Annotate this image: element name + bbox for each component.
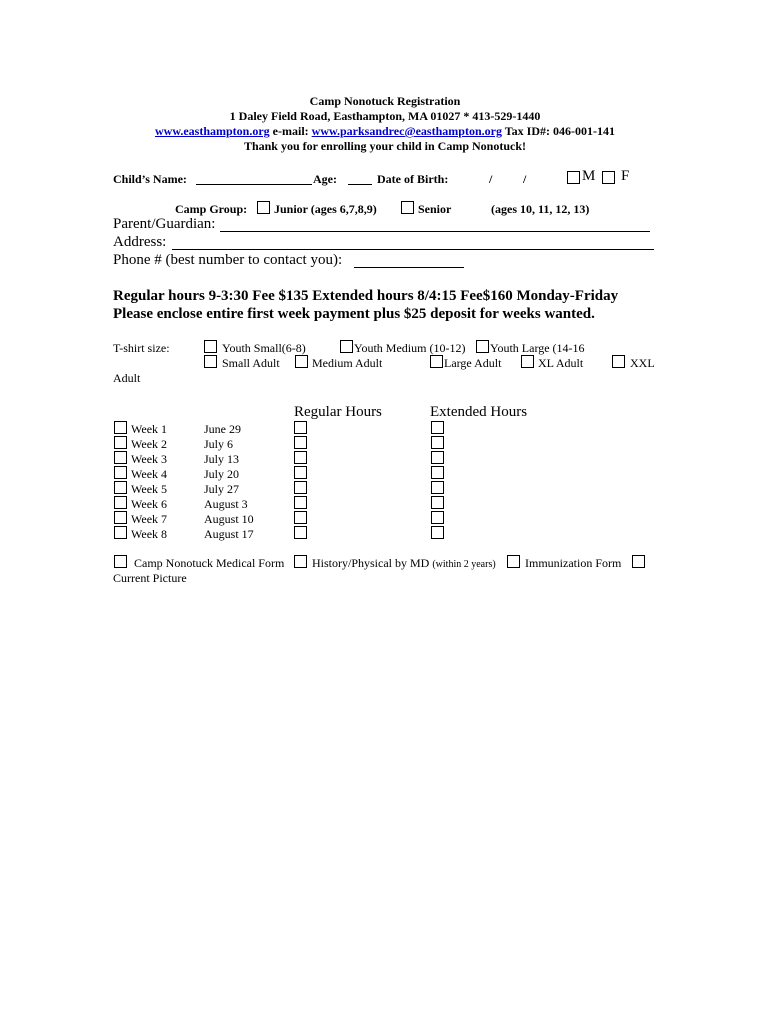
week-checkbox[interactable] [114,481,127,494]
extended-hours-checkbox[interactable] [431,496,444,509]
week-checkbox[interactable] [114,526,127,539]
medium-adult-checkbox[interactable] [295,355,308,368]
age-field[interactable] [348,184,372,185]
dob-slash-2: / [523,172,527,186]
senior-label: Senior [418,202,452,216]
week-checkbox[interactable] [114,511,127,524]
xl-adult-checkbox[interactable] [521,355,534,368]
tshirt-label: T-shirt size: [113,341,170,355]
regular-hours-checkbox[interactable] [294,421,307,434]
female-label: F [621,168,630,184]
parent-guardian-field[interactable] [220,231,650,232]
fees-line-2: Please enclose entire first week payment plus $25 deposit for weeks wanted. [113,306,595,322]
medium-adult-label: Medium Adult [312,356,383,370]
form-title: Camp Nonotuck Registration [309,94,461,108]
regular-hours-checkbox[interactable] [294,496,307,509]
child-name-field[interactable] [196,184,312,185]
regular-hours-checkbox[interactable] [294,466,307,479]
week-date: July 13 [204,452,240,466]
xxl-label: XXL [630,356,655,370]
address-label: Address: [113,234,167,250]
senior-checkbox[interactable] [401,201,414,214]
fees-line-1: Regular hours 9-3:30 Fee $135 Extended hours 8/4:15 Fee$160 Monday-Friday [113,288,619,304]
week-label: Week 8 [131,527,168,541]
youth-large-label: Youth Large (14-16 [490,341,585,355]
extended-hours-checkbox[interactable] [431,451,444,464]
week-label: Week 2 [131,437,168,451]
medical-form-checkbox[interactable] [114,555,127,568]
history-physical-label [312,556,496,571]
regular-hours-header: Regular Hours [294,404,382,420]
immunization-form-checkbox[interactable] [507,555,520,568]
phone-label: Phone # (best number to contact you): [113,252,343,268]
child-name-label: Child’s Name: [113,172,187,186]
week-date: June 29 [204,422,241,436]
camp-address: 1 Daley Field Road, Easthampton, MA 01027 * 413-529-1440 [229,109,541,123]
regular-hours-checkbox[interactable] [294,451,307,464]
extended-hours-checkbox[interactable] [431,421,444,434]
youth-large-checkbox[interactable] [476,340,489,353]
male-label: M [582,168,596,184]
extended-hours-checkbox[interactable] [431,526,444,539]
regular-hours-checkbox[interactable] [294,481,307,494]
week-label: Week 6 [131,497,168,511]
week-date: August 10 [204,512,254,526]
regular-hours-checkbox[interactable] [294,526,307,539]
camp-group-label: Camp Group: [175,202,248,216]
junior-label: Junior (ages 6,7,8,9) [274,202,377,216]
week-date: July 6 [204,437,234,451]
female-checkbox[interactable] [602,171,615,184]
small-adult-label: Small Adult [222,356,280,370]
week-label: Week 7 [131,512,168,526]
week-date: July 20 [204,467,240,481]
week-label: Week 1 [131,422,168,436]
week-checkbox[interactable] [114,421,127,434]
week-date: July 27 [204,482,240,496]
youth-small-checkbox[interactable] [204,340,217,353]
week-checkbox[interactable] [114,436,127,449]
xl-adult-label: XL Adult [538,356,584,370]
junior-checkbox[interactable] [257,201,270,214]
regular-hours-checkbox[interactable] [294,436,307,449]
address-field[interactable] [172,249,654,250]
week-date: August 17 [204,527,254,541]
large-adult-label: Large Adult [444,356,502,370]
history-physical-checkbox[interactable] [294,555,307,568]
website-link[interactable]: www.easthampton.org [155,124,270,138]
week-label: Week 5 [131,482,168,496]
contact-line [0,124,770,139]
email-label: e-mail: [272,124,309,138]
week-checkbox[interactable] [114,451,127,464]
extended-hours-header: Extended Hours [430,404,528,420]
current-picture-checkbox[interactable] [632,555,645,568]
immunization-form-label: Immunization Form [525,556,622,570]
small-adult-checkbox[interactable] [204,355,217,368]
extended-hours-checkbox[interactable] [431,511,444,524]
week-label: Week 4 [131,467,168,481]
youth-medium-label: Youth Medium (10-12) [354,341,466,355]
youth-medium-checkbox[interactable] [340,340,353,353]
adult-wrap-label: Adult [113,371,141,385]
medical-form-label: Camp Nonotuck Medical Form [134,556,285,570]
current-picture-label: Current Picture [113,571,187,585]
male-checkbox[interactable] [567,171,580,184]
phone-field[interactable] [354,267,464,268]
tax-id: Tax ID#: 046-001-141 [504,124,615,138]
extended-hours-checkbox[interactable] [431,436,444,449]
age-label: Age: [313,172,337,186]
xxl-checkbox[interactable] [612,355,625,368]
dob-label: Date of Birth: [377,172,449,186]
email-link[interactable]: www.parksandrec@easthampton.org [311,124,502,138]
week-label: Week 3 [131,452,168,466]
regular-hours-checkbox[interactable] [294,511,307,524]
dob-slash-1: / [489,172,493,186]
week-checkbox[interactable] [114,466,127,479]
youth-small-label: Youth Small(6-8) [222,341,306,355]
extended-hours-checkbox[interactable] [431,481,444,494]
senior-ages: (ages 10, 11, 12, 13) [491,202,590,216]
history-physical-text: History/Physical by MD [312,556,430,570]
large-adult-checkbox[interactable] [430,355,443,368]
history-physical-note: (within 2 years) [432,559,496,570]
extended-hours-checkbox[interactable] [431,466,444,479]
thank-you-message: Thank you for enrolling your child in Camp Nonotuck! [243,139,527,153]
parent-guardian-label: Parent/Guardian: [113,216,216,232]
week-checkbox[interactable] [114,496,127,509]
week-date: August 3 [204,497,248,511]
